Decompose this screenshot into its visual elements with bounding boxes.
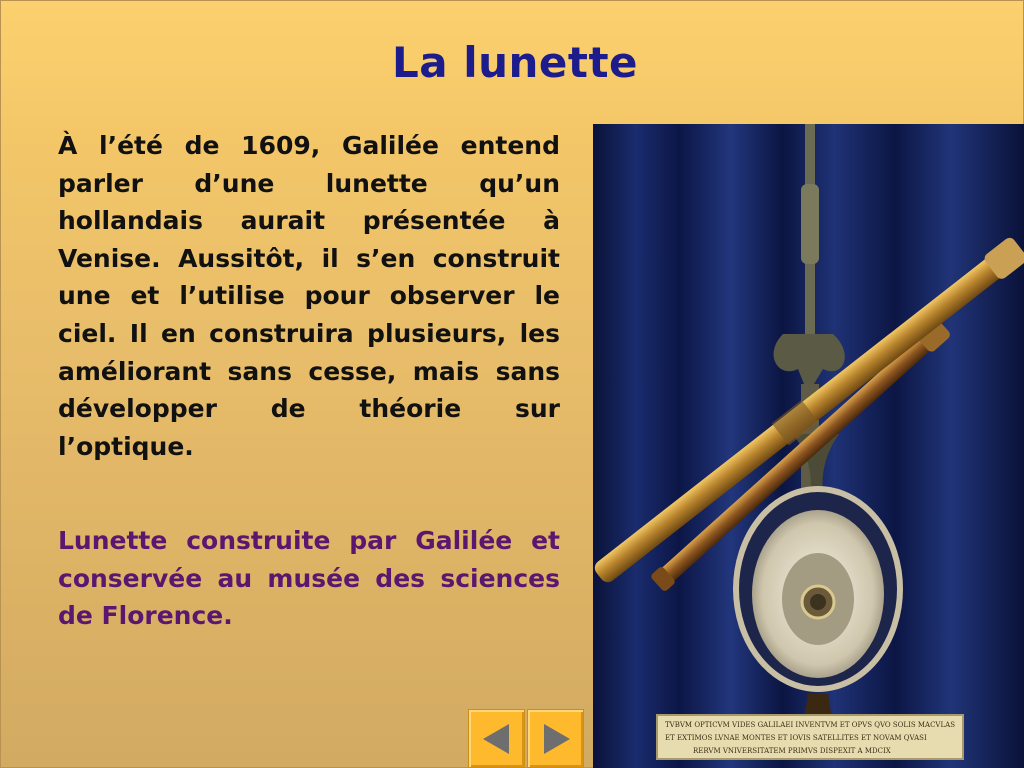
telescope-photo [593, 124, 1024, 768]
slide-navigation [468, 709, 586, 768]
plaque-line-2: ET EXTIMOS LVNAE MONTES ET IOVIS SATELLITES ET NOVAM QVASI [665, 734, 927, 742]
photo-caption: Lunette construite par Galilée et conservée au musée des sciences de Florence. [58, 526, 560, 631]
next-slide-button[interactable] [527, 709, 584, 768]
plaque-line-1: TVBVM OPTICVM VIDES GALILAEI INVENTVM ET OPVS QVO SOLIS MACVLAS [665, 721, 955, 729]
slide-body-text: À l’été de 1609, Galilée entend parler d’une lunette qu’un hollandais aurait présentée à Venise. Aussitôt, il s’en construit une et l’utilise pour observer le ciel. Il en construira plusieurs, les améliorant sans cesse, mais sans développer de théorie sur l’optique. [58, 131, 560, 461]
triangle-left-icon [477, 719, 517, 759]
plaque-line-3: RERVM VNIVERSITATEM PRIMVS DISPEXIT A MDCIX [693, 747, 891, 755]
triangle-right-icon [536, 719, 576, 759]
slide-title: La lunette [391, 38, 639, 87]
previous-slide-button[interactable] [468, 709, 525, 768]
